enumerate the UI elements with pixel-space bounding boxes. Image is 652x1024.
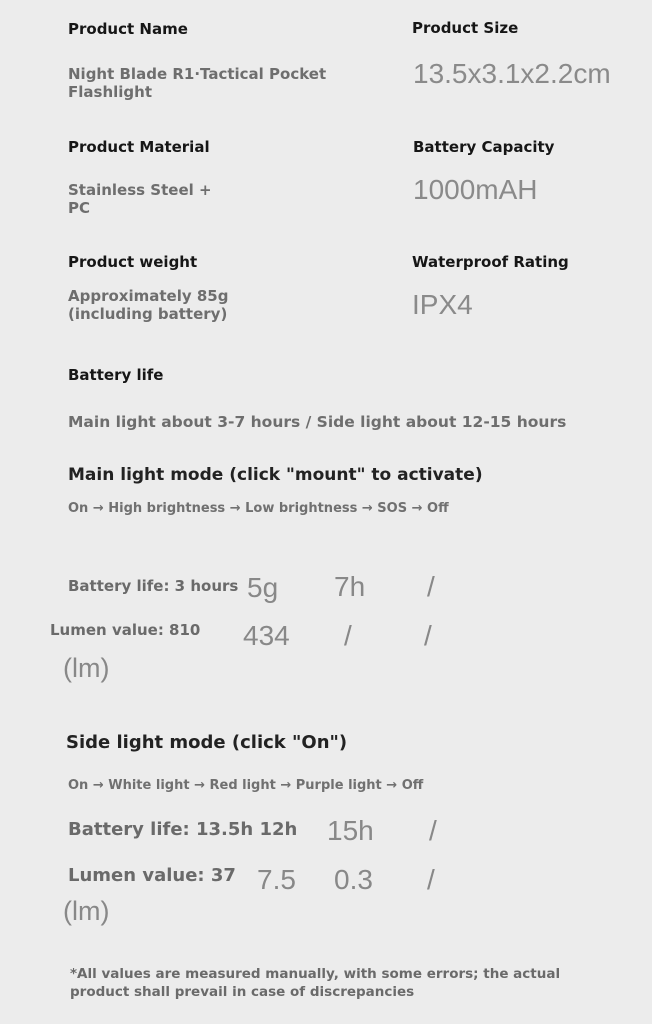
main-light-heading: Main light mode (click "mount" to activate) [68,465,483,485]
waterproof-rating-label: Waterproof Rating [412,253,569,271]
main-light-sequence: On → High brightness → Low brightness → SOS → Off [68,501,449,516]
product-material-value-line2: PC [68,199,91,217]
product-weight-value-line2: (including battery) [68,305,228,323]
waterproof-rating-value: IPX4 [412,289,473,320]
main-light-lumen-value-2: / [344,620,352,651]
battery-capacity-label: Battery Capacity [413,138,555,156]
side-light-battery-value-1: 15h [327,815,374,846]
side-light-sequence: On → White light → Red light → Purple light → Off [68,778,424,793]
battery-life-value: Main light about 3-7 hours / Side light about 12-15 hours [68,413,567,431]
main-light-lumen-value-3: / [424,620,432,651]
footnote: *All values are measured manually, with some errors; the actual product shall prevail in case of discrepancies [70,966,561,1000]
main-light-lumen-unit: (lm) [63,653,110,683]
main-light-lumen-label: Lumen value: 810 [50,621,201,639]
side-light-lumen-unit: (lm) [63,896,110,926]
side-light-lumen-value-1: 7.5 [257,864,296,895]
side-light-heading: Side light mode (click "On") [66,732,348,753]
product-material-value-line1: Stainless Steel + [68,181,212,199]
side-light-lumen-value-3: / [427,864,435,895]
product-name-value-line2: Flashlight [68,83,152,101]
main-light-battery-value-1: 5g [247,572,279,603]
main-light-battery-value-2: 7h [334,571,366,602]
product-material-label: Product Material [68,138,210,156]
product-weight-label: Product weight [68,253,198,271]
side-light-battery-value-2: / [429,815,437,846]
main-light-battery-label: Battery life: 3 hours [68,577,239,595]
main-light-battery-value-3: / [427,571,435,602]
product-name-label: Product Name [68,20,188,38]
side-light-battery-label: Battery life: 13.5h 12h [68,819,298,840]
battery-capacity-value: 1000mAH [413,174,538,205]
side-light-lumen-label: Lumen value: 37 [68,865,236,886]
product-name-value-line1: Night Blade R1·Tactical Pocket [68,65,327,83]
battery-life-label: Battery life [68,366,164,384]
product-size-value: 13.5x3.1x2.2cm [413,58,611,89]
product-weight-value-line1: Approximately 85g [68,287,229,305]
product-size-label: Product Size [412,19,519,37]
main-light-lumen-value-1: 434 [243,620,290,651]
side-light-lumen-value-2: 0.3 [334,864,373,895]
